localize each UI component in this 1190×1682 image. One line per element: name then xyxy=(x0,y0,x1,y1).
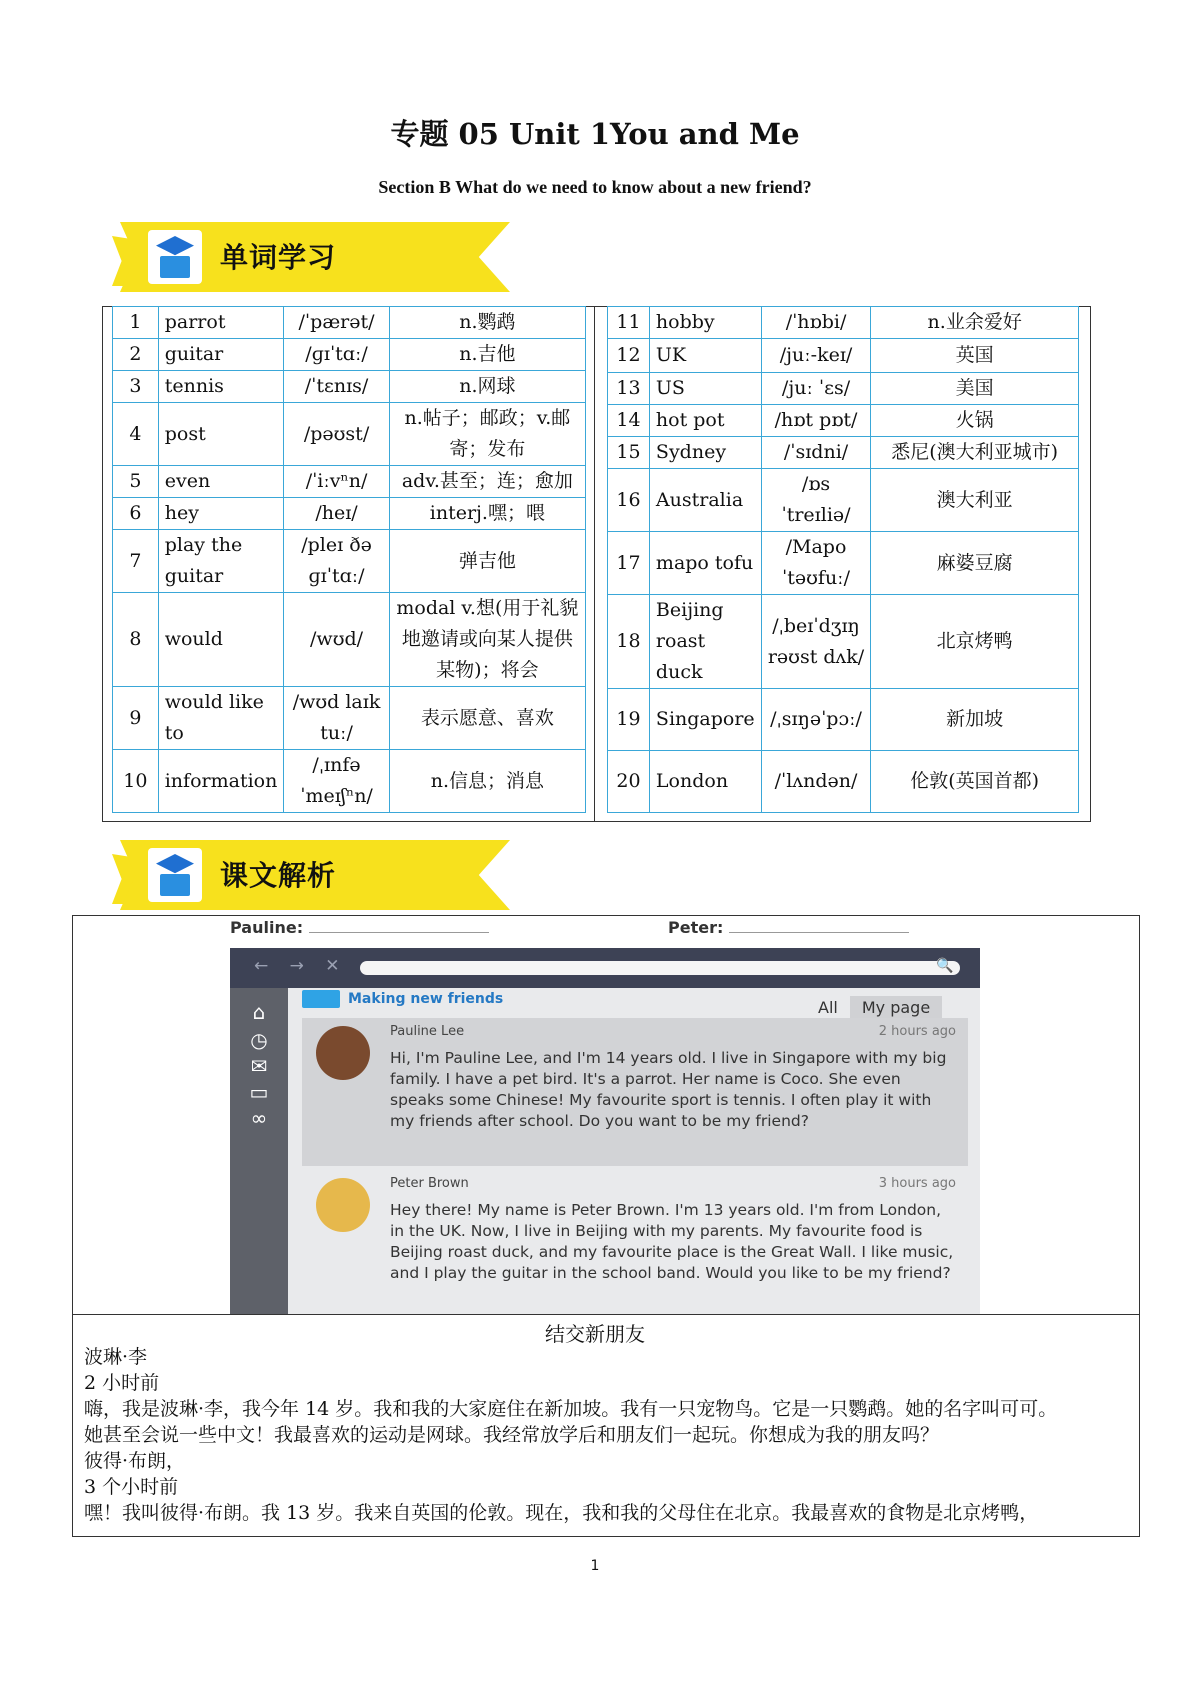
vocab-table-right xyxy=(607,306,1079,813)
vocab-row xyxy=(113,530,586,593)
translation-line: 嘿！我叫彼得·布朗。我 13 岁。我来自英国的伦敦。现在，我和我的父母住在北京。我最喜欢的食物是北京烤鸭， xyxy=(84,1502,1039,1524)
pauline-blank[interactable] xyxy=(309,918,489,933)
vocab-row xyxy=(608,751,1079,813)
vocab-number: 1 xyxy=(113,307,159,339)
chat-icon[interactable]: ▭ xyxy=(249,1080,269,1104)
translation-line: 嗨，我是波琳·李，我今年 14 岁。我和我的大家庭住在新加坡。我有一只宠物鸟。它是一只鹦鹉。她的名字叫可可。 xyxy=(84,1398,1058,1420)
vocab-word: Sydney xyxy=(649,437,761,469)
translation-line: 彼得·布朗， xyxy=(84,1450,186,1472)
vocab-row xyxy=(608,532,1079,595)
home-icon[interactable]: ⌂ xyxy=(252,1000,266,1024)
tab-my-page[interactable]: My page xyxy=(850,996,942,1019)
vocab-phonetic: /wʊd/ xyxy=(284,593,389,687)
sidebar xyxy=(230,988,288,1314)
vocab-word: Beijing roast duck xyxy=(649,595,761,689)
vocab-meaning: 英国 xyxy=(871,339,1079,373)
tab-all[interactable]: All xyxy=(818,998,838,1017)
vocab-number: 19 xyxy=(608,689,650,751)
page-number: 1 xyxy=(590,1558,600,1574)
vocab-row xyxy=(608,307,1079,339)
vocab-word: tennis xyxy=(158,371,284,403)
vocab-phonetic: /hɒt pɒt/ xyxy=(761,405,871,437)
vocab-meaning: 火锅 xyxy=(871,405,1079,437)
vocab-meaning: n.业余爱好 xyxy=(871,307,1079,339)
avatar-pauline xyxy=(316,1026,370,1080)
vocab-word: would like to xyxy=(158,687,284,750)
vocab-word: hot pot xyxy=(649,405,761,437)
clock-icon[interactable]: ◷ xyxy=(250,1028,268,1052)
vocab-row xyxy=(113,339,586,371)
vocab-word: Singapore xyxy=(649,689,761,751)
section-title-vocab: 单词学习 xyxy=(220,241,337,274)
post-text: Hi, I'm Pauline Lee, and I'm 14 years old. I live in Singapore with my big family. I have a pet bird. It's a parrot. Her name is Coco. She even speaks some Chinese! My favourite sport is tennis. I often play it with my friends after school. Do you want to be my friend? xyxy=(390,1049,947,1130)
vocab-number: 12 xyxy=(608,339,650,373)
vocab-row xyxy=(113,687,586,750)
post-time: 3 hours ago xyxy=(878,1176,956,1191)
vocab-meaning: 新加坡 xyxy=(871,689,1079,751)
vocab-row xyxy=(113,750,586,813)
vocab-row xyxy=(608,339,1079,373)
vocab-phonetic: /ˌɪnfəˈmeɪʃⁿn/ xyxy=(284,750,389,813)
post-peter xyxy=(302,1170,968,1310)
vocab-word: mapo tofu xyxy=(649,532,761,595)
vocab-number: 6 xyxy=(113,498,159,530)
vocab-row xyxy=(608,373,1079,405)
vocab-table-left xyxy=(112,306,586,813)
vocab-meaning: 美国 xyxy=(871,373,1079,405)
vocab-word: parrot xyxy=(158,307,284,339)
section-title-text: 课文解析 xyxy=(220,859,337,892)
search-icon[interactable]: 🔍 xyxy=(936,958,954,974)
vocab-row xyxy=(608,469,1079,532)
vocab-number: 3 xyxy=(113,371,159,403)
post-author: Pauline Lee xyxy=(390,1024,465,1039)
vocab-word: Australia xyxy=(649,469,761,532)
vocab-row xyxy=(608,689,1079,751)
vocab-meaning: 弹吉他 xyxy=(389,530,585,593)
translation-line: 她甚至会说一些中文！我最喜欢的运动是网球。我经常放学后和朋友们一起玩。你想成为我的朋友吗？ xyxy=(84,1424,940,1446)
pauline-answer xyxy=(230,918,489,937)
vocab-phonetic: /ˈhɒbi/ xyxy=(761,307,871,339)
vocab-meaning: 麻婆豆腐 xyxy=(871,532,1079,595)
vocab-phonetic: /ˈpærət/ xyxy=(284,307,389,339)
page-subtitle: Section B What do we need to know about a new friend? xyxy=(378,177,812,197)
address-bar[interactable] xyxy=(360,961,960,975)
vocab-row xyxy=(113,371,586,403)
vocab-phonetic: /ˈlʌndən/ xyxy=(761,751,871,813)
translation-line: 3 个小时前 xyxy=(84,1476,179,1498)
vocab-word: UK xyxy=(649,339,761,373)
vocab-word: hobby xyxy=(649,307,761,339)
vocab-phonetic: /ˈtɛnɪs/ xyxy=(284,371,389,403)
vocab-number: 14 xyxy=(608,405,650,437)
vocab-word: post xyxy=(158,403,284,466)
vocab-word: US xyxy=(649,373,761,405)
vocab-phonetic: /ˌsɪŋəˈpɔː/ xyxy=(761,689,871,751)
vocab-row xyxy=(113,403,586,466)
vocab-number: 10 xyxy=(113,750,159,813)
vocab-meaning: n.网球 xyxy=(389,371,585,403)
vocab-row xyxy=(608,595,1079,689)
vocab-meaning: 澳大利亚 xyxy=(871,469,1079,532)
mail-icon[interactable]: ✉ xyxy=(250,1054,268,1078)
vocab-meaning: modal v.想(用于礼貌地邀请或向某人提供某物)；将会 xyxy=(389,593,585,687)
vocab-meaning: adv.甚至；连；愈加 xyxy=(389,466,585,498)
nav-arrows-icon[interactable]: ← → ✕ xyxy=(254,956,348,976)
vocab-row xyxy=(608,405,1079,437)
post-text: Hey there! My name is Peter Brown. I'm 13 years old. I'm from London, in the UK. Now, I live in Beijing with my parents. My favourite food is Beijing roast duck, and my favourite place is the Great Wall. I like music, and I play the guitar in the school band. Would you like to be my friend? xyxy=(390,1201,954,1282)
peter-answer xyxy=(668,918,909,937)
vocab-row xyxy=(113,307,586,339)
vocab-phonetic: /Mapo ˈtəʊfuː/ xyxy=(761,532,871,595)
vocab-phonetic: /pəʊst/ xyxy=(284,403,389,466)
vocab-number: 7 xyxy=(113,530,159,593)
vocab-phonetic: /heɪ/ xyxy=(284,498,389,530)
vocab-word: information xyxy=(158,750,284,813)
vocab-number: 2 xyxy=(113,339,159,371)
page-title: 专题 05 Unit 1You and Me xyxy=(390,117,800,151)
vocab-meaning: 悉尼(澳大利亚城市) xyxy=(871,437,1079,469)
vocab-word: would xyxy=(158,593,284,687)
peter-label: Peter: xyxy=(668,918,724,937)
vocab-number: 4 xyxy=(113,403,159,466)
vocab-word: play the guitar xyxy=(158,530,284,593)
vocab-row xyxy=(608,437,1079,469)
link-icon[interactable]: ∞ xyxy=(250,1106,268,1130)
forum-header xyxy=(302,990,503,1008)
vocab-phonetic: /juː ˈɛs/ xyxy=(761,373,871,405)
vocab-meaning: 北京烤鸭 xyxy=(871,595,1079,689)
vocab-phonetic: /ɒsˈtreɪliə/ xyxy=(761,469,871,532)
post-pauline xyxy=(302,1018,968,1166)
friends-icon xyxy=(302,990,340,1008)
post-time: 2 hours ago xyxy=(878,1024,956,1039)
vocab-number: 16 xyxy=(608,469,650,532)
vocab-meaning: n.帖子；邮政；v.邮寄；发布 xyxy=(389,403,585,466)
section-banner-text xyxy=(112,840,507,910)
vocab-word: hey xyxy=(158,498,284,530)
vocab-phonetic: /ˈsɪdni/ xyxy=(761,437,871,469)
vocab-row xyxy=(113,466,586,498)
vocab-meaning: interj.嘿；喂 xyxy=(389,498,585,530)
vocab-phonetic: /ɡɪˈtɑː/ xyxy=(284,339,389,371)
vocab-number: 11 xyxy=(608,307,650,339)
peter-blank[interactable] xyxy=(729,918,909,933)
vocab-number: 5 xyxy=(113,466,159,498)
section-banner-vocab xyxy=(112,222,507,292)
vocab-number: 17 xyxy=(608,532,650,595)
vocab-meaning: 伦敦(英国首都) xyxy=(871,751,1079,813)
post-author: Peter Brown xyxy=(390,1176,469,1191)
vocab-word: even xyxy=(158,466,284,498)
avatar-peter xyxy=(316,1178,370,1232)
vocab-number: 15 xyxy=(608,437,650,469)
vocab-number: 18 xyxy=(608,595,650,689)
vocab-number: 20 xyxy=(608,751,650,813)
vocab-phonetic: /juː-keɪ/ xyxy=(761,339,871,373)
browser-bar xyxy=(230,948,980,988)
vocab-word: London xyxy=(649,751,761,813)
vocab-meaning: n.吉他 xyxy=(389,339,585,371)
vocab-phonetic: /ˌbeɪˈdʒɪŋ rəʊst dʌk/ xyxy=(761,595,871,689)
vocab-phonetic: /ˈiːvⁿn/ xyxy=(284,466,389,498)
vocab-word: guitar xyxy=(158,339,284,371)
translation-title: 结交新朋友 xyxy=(545,1322,645,1346)
translation-line: 2 小时前 xyxy=(84,1372,160,1394)
vocab-number: 9 xyxy=(113,687,159,750)
vocab-row xyxy=(113,498,586,530)
vocab-phonetic: /pleɪ ðə ɡɪˈtɑː/ xyxy=(284,530,389,593)
vocab-number: 13 xyxy=(608,373,650,405)
translation-line: 波琳·李 xyxy=(84,1346,148,1368)
vocab-number: 8 xyxy=(113,593,159,687)
pauline-label: Pauline: xyxy=(230,918,304,937)
vocab-row xyxy=(113,593,586,687)
vocab-meaning: 表示愿意、喜欢 xyxy=(389,687,585,750)
forum-tabs xyxy=(806,996,942,1019)
vocab-meaning: n.信息；消息 xyxy=(389,750,585,813)
forum-title: Making new friends xyxy=(348,991,504,1007)
vocab-meaning: n.鹦鹉 xyxy=(389,307,585,339)
vocab-phonetic: /wʊd laɪk tuː/ xyxy=(284,687,389,750)
